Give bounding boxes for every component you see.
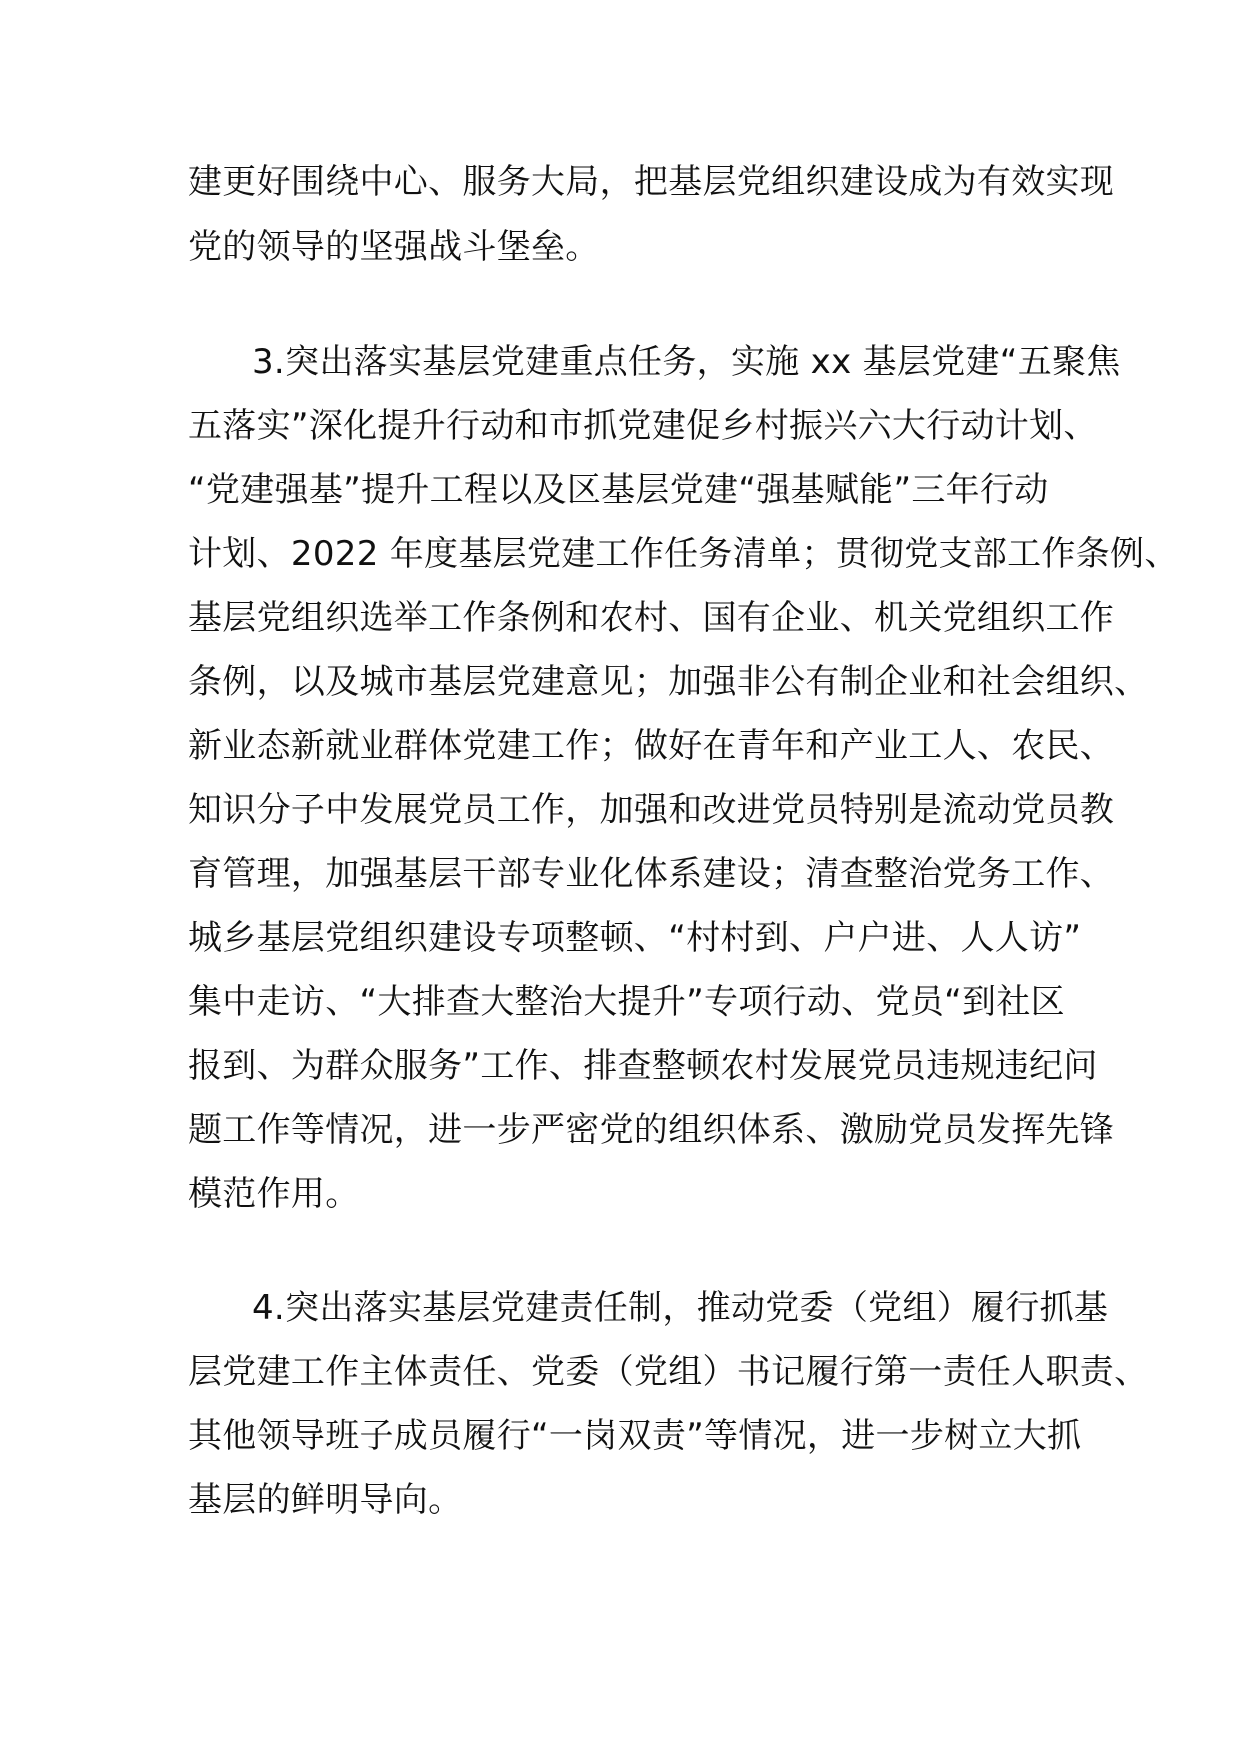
paragraph-3-line-1: 3.突出落实基层党建重点任务，实施 xx 基层党建“五聚焦 — [252, 342, 1121, 382]
paragraph-3-line-13: 题工作等情况，进一步严密党的组织体系、激励党员发挥先锋 — [188, 1110, 1115, 1150]
paragraph-4-line-1: 4.突出落实基层党建责任制，推动党委（党组）履行抓基 — [252, 1288, 1109, 1328]
paragraph-3-line-9: 育管理，加强基层干部专业化体系建设；清查整治党务工作、 — [188, 854, 1115, 894]
paragraph-3-line-11: 集中走访、“大排查大整治大提升”专项行动、党员“到社区 — [188, 982, 1065, 1022]
paragraph-3-line-3: “党建强基”提升工程以及区基层党建“强基赋能”三年行动 — [188, 470, 1049, 510]
paragraph-3-line-6: 条例，以及城市基层党建意见；加强非公有制企业和社会组织、 — [188, 662, 1149, 702]
paragraph-3-line-2: 五落实”深化提升行动和市抓党建促乡村振兴六大行动计划、 — [188, 406, 1098, 446]
paragraph-4-line-3: 其他领导班子成员履行“一岗双责”等情况，进一步树立大抓 — [188, 1416, 1082, 1456]
paragraph-3-line-14: 模范作用。 — [188, 1174, 360, 1214]
paragraph-3-line-10: 城乡基层党组织建设专项整顿、“村村到、户户进、人人访” — [188, 918, 1082, 958]
paragraph-continuation-line-1: 建更好围绕中心、服务大局，把基层党组织建设成为有效实现 — [188, 162, 1115, 202]
paragraph-continuation-line-2: 党的领导的坚强战斗堡垒。 — [188, 227, 600, 267]
paragraph-3-line-5: 基层党组织选举工作条例和农村、国有企业、机关党组织工作 — [188, 598, 1115, 638]
paragraph-4-line-2: 层党建工作主体责任、党委（党组）书记履行第一责任人职责、 — [188, 1352, 1149, 1392]
paragraph-3-line-8: 知识分子中发展党员工作，加强和改进党员特别是流动党员教 — [188, 790, 1115, 830]
paragraph-3-line-4: 计划、2022 年度基层党建工作任务清单；贯彻党支部工作条例、 — [188, 534, 1179, 574]
paragraph-4-line-4: 基层的鲜明导向。 — [188, 1480, 463, 1520]
paragraph-3-line-12: 报到、为群众服务”工作、排查整顿农村发展党员违规违纪问 — [188, 1046, 1098, 1086]
paragraph-3-line-7: 新业态新就业群体党建工作；做好在青年和产业工人、农民、 — [188, 726, 1115, 766]
